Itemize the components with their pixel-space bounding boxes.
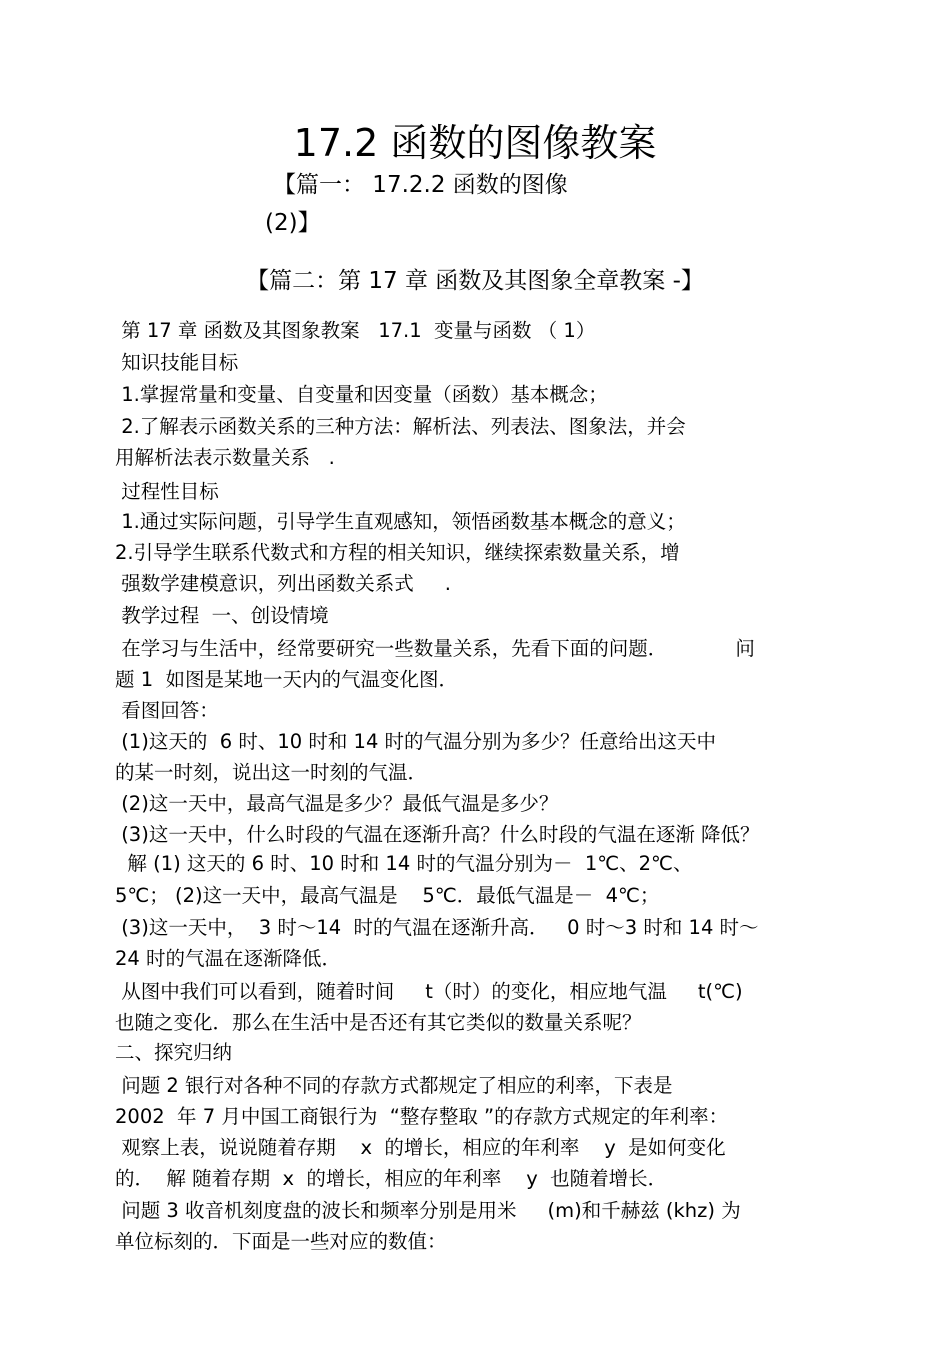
section-heading-1-cont: (2)】 [265, 210, 321, 236]
text-line: (3)这一天中， 3 时～14 时的气温在逐渐升高． 0 时～3 时和 14 时～ [115, 916, 759, 939]
document-title: 17.2 函数的图像教案 [293, 121, 657, 165]
text-line: 5℃； (2)这一天中，最高气温是 5℃．最低气温是－ 4℃； [115, 884, 660, 907]
text-line: 2.引导学生联系代数式和方程的相关知识，继续探索数量关系，增 [115, 541, 680, 564]
text-line: 1.通过实际问题，引导学生直观感知，领悟函数基本概念的意义； [115, 510, 686, 533]
text-line: 第 17 章 函数及其图象教案 17.1 变量与函数 （ 1） [115, 319, 596, 342]
text-line: 的某一时刻，说出这一时刻的气温． [115, 761, 428, 784]
text-line: 单位标刻的．下面是一些对应的数值： [115, 1230, 447, 1253]
text-line: 从图中我们可以看到，随着时间 t（时）的变化，相应地气温 t(℃) [115, 980, 743, 1003]
text-line: (3)这一天中，什么时段的气温在逐渐升高？什么时段的气温在逐渐 降低？ [115, 823, 760, 846]
text-line: 看图回答： [115, 699, 219, 722]
section-heading-2: 【篇二：第 17 章 函数及其图象全章教案 -】 [246, 268, 704, 294]
text-line: 二、探究归纳 [115, 1041, 233, 1064]
text-line: 强数学建模意识，列出函数关系式 . [115, 572, 451, 595]
text-line: 也随之变化．那么在生活中是否还有其它类似的数量关系呢？ [115, 1011, 642, 1034]
text-line: 知识技能目标 [115, 351, 239, 374]
text-line: (2)这一天中，最高气温是多少？最低气温是多少？ [115, 792, 559, 815]
text-line: 在学习与生活中，经常要研究一些数量关系，先看下面的问题． 问 [115, 637, 755, 660]
text-line: 的． 解 随着存期 x 的增长，相应的年利率 y 也随着增长． [115, 1167, 668, 1190]
text-line: 教学过程 一、创设情境 [115, 604, 329, 627]
section-heading-1: 【篇一： 17.2.2 函数的图像 [273, 172, 568, 198]
text-line: 过程性目标 [115, 480, 219, 503]
text-line: 问题 3 收音机刻度盘的波长和频率分别是用米 (m)和千赫兹 (khz) 为 [115, 1199, 741, 1222]
text-line: 用解析法表示数量关系 . [115, 446, 335, 469]
text-line: 题 1 如图是某地一天内的气温变化图． [115, 668, 459, 691]
text-line: 2.了解表示函数关系的三种方法：解析法、列表法、图象法，并会 [115, 415, 686, 438]
text-line: 1.掌握常量和变量、自变量和因变量（函数）基本概念； [115, 383, 608, 406]
text-line: 问题 2 银行对各种不同的存款方式都规定了相应的利率，下表是 [115, 1074, 673, 1097]
text-line: (1)这天的 6 时、10 时和 14 时的气温分别为多少？任意给出这天中 [115, 730, 717, 753]
text-line: 观察上表，说说随着存期 x 的增长，相应的年利率 y 是如何变化 [115, 1136, 726, 1159]
text-line: 解 (1) 这天的 6 时、10 时和 14 时的气温分别为－ 1℃、2℃、 [115, 852, 693, 875]
text-line: 24 时的气温在逐渐降低． [115, 947, 342, 970]
text-line: 2002 年 7 月中国工商银行为 “整存整取 ”的存款方式规定的年利率： [115, 1105, 729, 1128]
